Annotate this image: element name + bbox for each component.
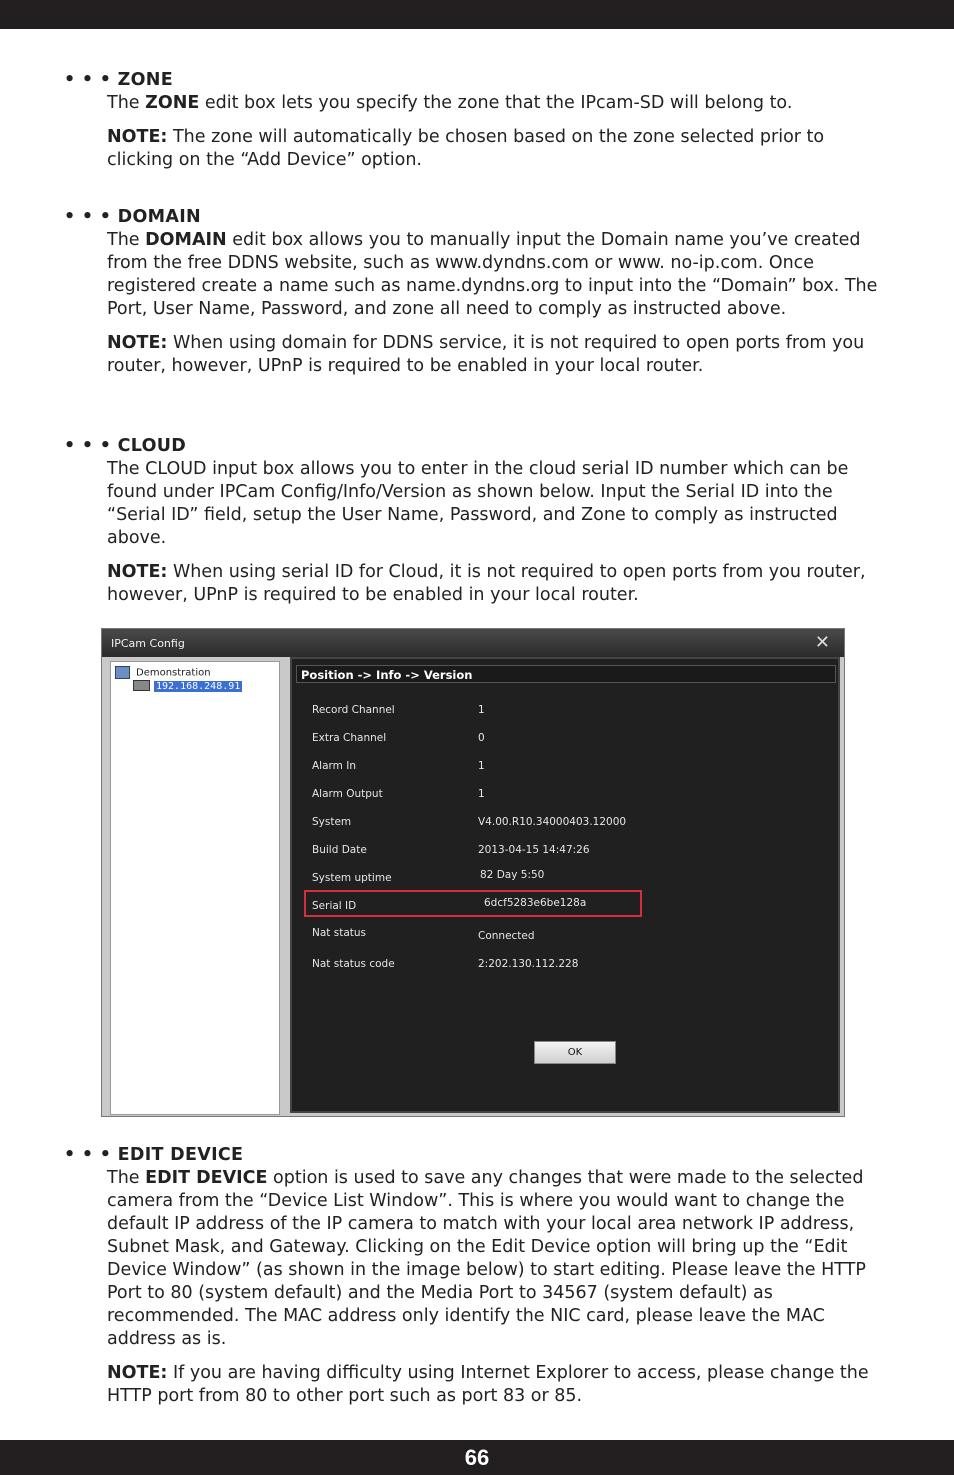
row-value: 82 Day 5:50 [480,869,545,881]
edit-device-section [64,1144,894,1408]
row-value: 1 [478,760,485,772]
cloud-heading: • • • CLOUD [64,436,187,456]
row-label: Extra Channel [312,732,387,744]
tree-root[interactable] [115,666,211,679]
folder-icon [115,666,130,679]
device-tree [110,661,280,1115]
cloud-note [107,561,894,607]
camera-icon [133,680,150,691]
row-value: 0 [478,732,485,744]
zone-p-post: edit box lets you specify the zone that the IPcam-SD will belong to. [199,93,793,113]
domain-section [64,206,894,378]
edit-p-post: option is used to save any changes that were made to the selected camera from the “Device List Window”. This is where you would want to change the default IP address of the IP camera to match with your local area network IP address, Subnet Mask, and Gateway. Clicking on the Edit Device option will bring up the “Edit Device Window” (as shown in the image below) to start editing. Please leave the HTTP Port to 80 (system default) and the Media Port to 34567 (system default) as recommended. The MAC address only identify the NIC card, please leave the MAC address as is. [107,1168,866,1349]
domain-note-label: NOTE: [107,333,168,353]
zone-note-label: NOTE: [107,127,168,147]
row-value: 1 [478,788,485,800]
cloud-note-label: NOTE: [107,562,168,582]
zone-note-text: The zone will automatically be chosen based on the zone selected prior to clicking on the “Add Device” option. [107,127,825,170]
zone-section [64,69,894,172]
zone-p-pre: The [107,93,146,113]
domain-heading: • • • DOMAIN [64,207,201,227]
window-titlebar [102,629,844,657]
edit-note-label: NOTE: [107,1363,168,1383]
row-value: 2013-04-15 14:47:26 [478,844,590,856]
edit-paragraph [107,1167,894,1351]
row-label: Build Date [312,844,367,856]
row-label: Alarm In [312,760,356,772]
row-label: Serial ID [312,900,357,912]
serial-id-value: 6dcf5283e6be128a [484,897,587,909]
window-title: IPCam Config [111,637,185,650]
domain-p-post: edit box allows you to manually input the Domain name you’ve created from the free DDNS website, such as www.dyndns.com or www. no-ip.com. Once registered create a name such as name.dyndns.org to input into the “Domain” box. The Port, User Name, Password, and zone all need to comply as instructed above. [107,230,878,319]
cloud-paragraph: The CLOUD input box allows you to enter in the cloud serial ID number which can be found under IPCam Config/Info/Version as shown below. Input the Serial ID into the “Serial ID” field, setup the User Name, Password, and Zone to comply as instructed above. [107,459,849,548]
row-label: Alarm Output [312,788,383,800]
row-value: V4.00.R10.34000403.12000 [478,816,627,828]
row-label: Record Channel [312,704,395,716]
close-icon[interactable]: ✕ [814,632,830,653]
domain-note [107,332,894,378]
panel-title: Position -> Info -> Version [296,665,836,683]
domain-p-bold: DOMAIN [145,230,227,250]
tree-root-label: Demonstration [136,667,211,679]
edit-p-bold: EDIT DEVICE [145,1168,268,1188]
domain-p-pre: The [107,230,146,250]
info-panel [290,657,840,1113]
row-label: Nat status code [312,958,395,970]
edit-heading: • • • EDIT DEVICE [64,1145,244,1165]
edit-p-pre: The [107,1168,146,1188]
tree-child-label: 192.168.248.91 [156,680,241,692]
row-label: System uptime [312,872,392,884]
zone-heading: • • • ZONE [64,70,173,90]
page-number: 66 [0,1440,954,1475]
cloud-section [64,435,894,607]
ok-button[interactable]: OK [534,1041,616,1064]
zone-p-bold: ZONE [145,93,200,113]
top-bar [0,0,954,29]
domain-note-text: When using domain for DDNS service, it is not required to open ports from you router, however, UPnP is required to be enabled in your local router. [107,333,865,376]
edit-note-text: If you are having difficulty using Internet Explorer to access, please change the HTTP port from 80 to other port such as port 83 or 85. [107,1363,869,1406]
row-value: Connected [478,930,535,942]
row-value: 2:202.130.112.228 [478,958,579,970]
domain-paragraph [107,229,894,321]
zone-paragraph [107,92,894,115]
row-value: 1 [478,704,485,716]
row-label: System [312,816,352,828]
cloud-note-text: When using serial ID for Cloud, it is not required to open ports from you router, however, UPnP is required to be enabled in your local router. [107,562,866,605]
ipcam-config-screenshot [101,628,845,1117]
tree-child[interactable] [133,680,242,692]
row-label: Nat status [312,927,367,939]
zone-note [107,126,894,172]
edit-note [107,1362,894,1408]
